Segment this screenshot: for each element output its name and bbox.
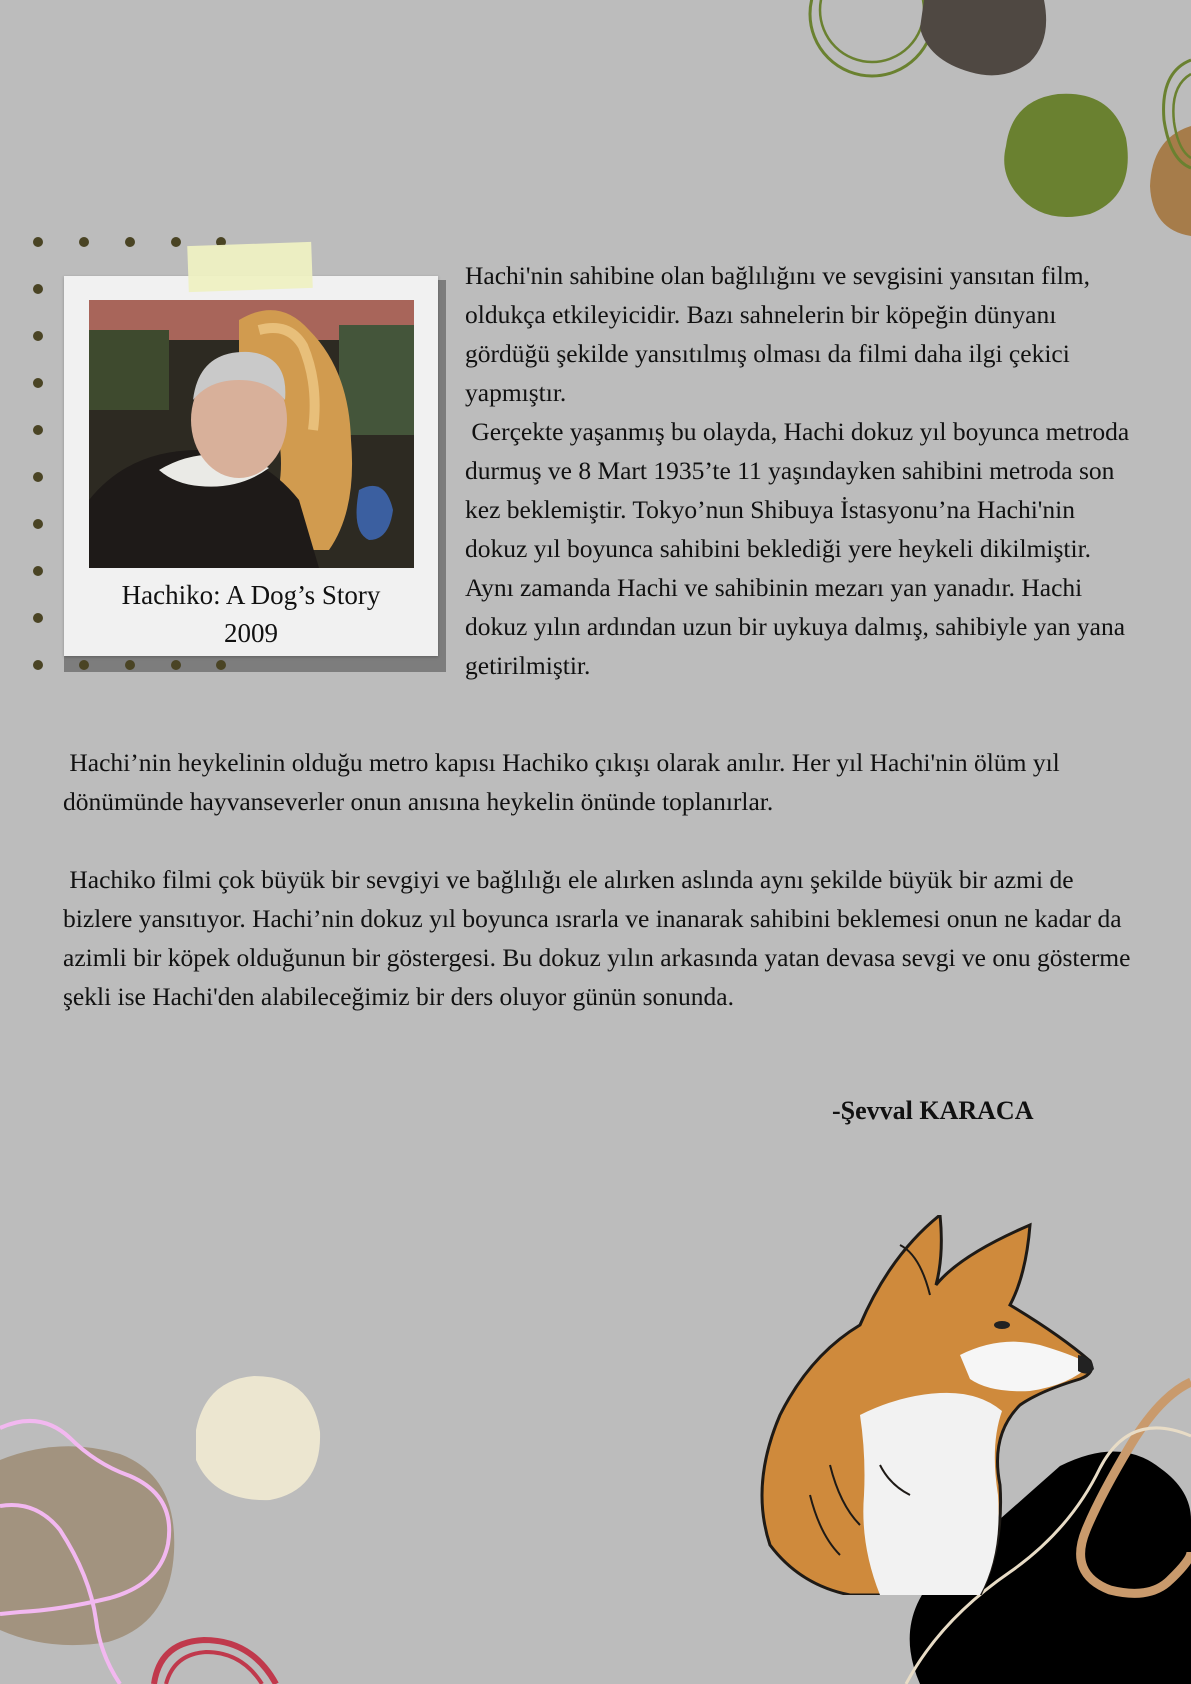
taupe-blob: [0, 1446, 174, 1645]
paragraph-closing-wrap: [63, 860, 1143, 1016]
olive-ring-top-inner: [820, 0, 924, 62]
akita-illustration: [740, 1215, 1110, 1595]
cream-blob: [196, 1376, 320, 1500]
paragraph-statue: Hachi’nin heykelinin olduğu metro kapısı Hachiko çıkışı olarak anılır. Her yıl Hachi'nin ölüm yıl dönümünde hayvanseverler onun anısına heykelin önünde toplanırlar.: [63, 748, 1067, 816]
dark-brown-blob: [920, 0, 1046, 75]
paragraph-devotion: Hachi'nin sahibine olan bağlılığını ve sevgisini yansıtan film, oldukça etkileyicidir. Bazı sahnelerin bir köpeğin dünyanı gördüğü şekilde yansıtılmış olması da filmi daha ilgi çekici yapmıştır.: [465, 261, 1097, 407]
movie-photo: [89, 300, 414, 568]
paragraph-true-story: Gerçekte yaşanmış bu olayda, Hachi dokuz yıl boyunca metroda durmuş ve 8 Mart 1935’te 11 yaşındayken sahibini metroda son kez beklemiştir. Tokyo’nun Shibuya İstasyonu’na Hachi'nin dokuz yıl boyunca sahibini beklediği yere heykeli dikilmiştir. Aynı zamanda Hachi ve sahibinin mezarı yan yanadır. Hachi dokuz yılın ardından uzun bir uykuya dalmış, sahibiyle yan yana getirilmiştir.: [465, 417, 1136, 680]
photo-caption: [64, 576, 438, 652]
caption-title: Hachiko: A Dog’s Story: [121, 580, 381, 610]
paragraph-closing: Hachiko filmi çok büyük bir sevgiyi ve bağlılığı ele alırken aslında aynı şekilde büyük bir azmi de bizlere yansıtıyor. Hachi’nin dokuz yıl boyunca ısrarla ve inanarak sahibini beklemesi onun ne kadar da azimli bir köpek olduğunun bir göstergesi. Bu dokuz yılın arkasında yatan devasa sevgi ve onu gösterme şekli ise Hachi'den alabileceğimiz bir ders oluyor günün sonunda.: [63, 865, 1137, 1011]
author-signature: -Şevval KARACA: [832, 1096, 1034, 1125]
article-right-column: [465, 256, 1135, 685]
raspberry-ring-2: [166, 1652, 262, 1684]
caption-year: 2009: [224, 618, 278, 648]
olive-blob: [1004, 94, 1128, 217]
paragraph-statue-wrap: [63, 743, 1143, 821]
